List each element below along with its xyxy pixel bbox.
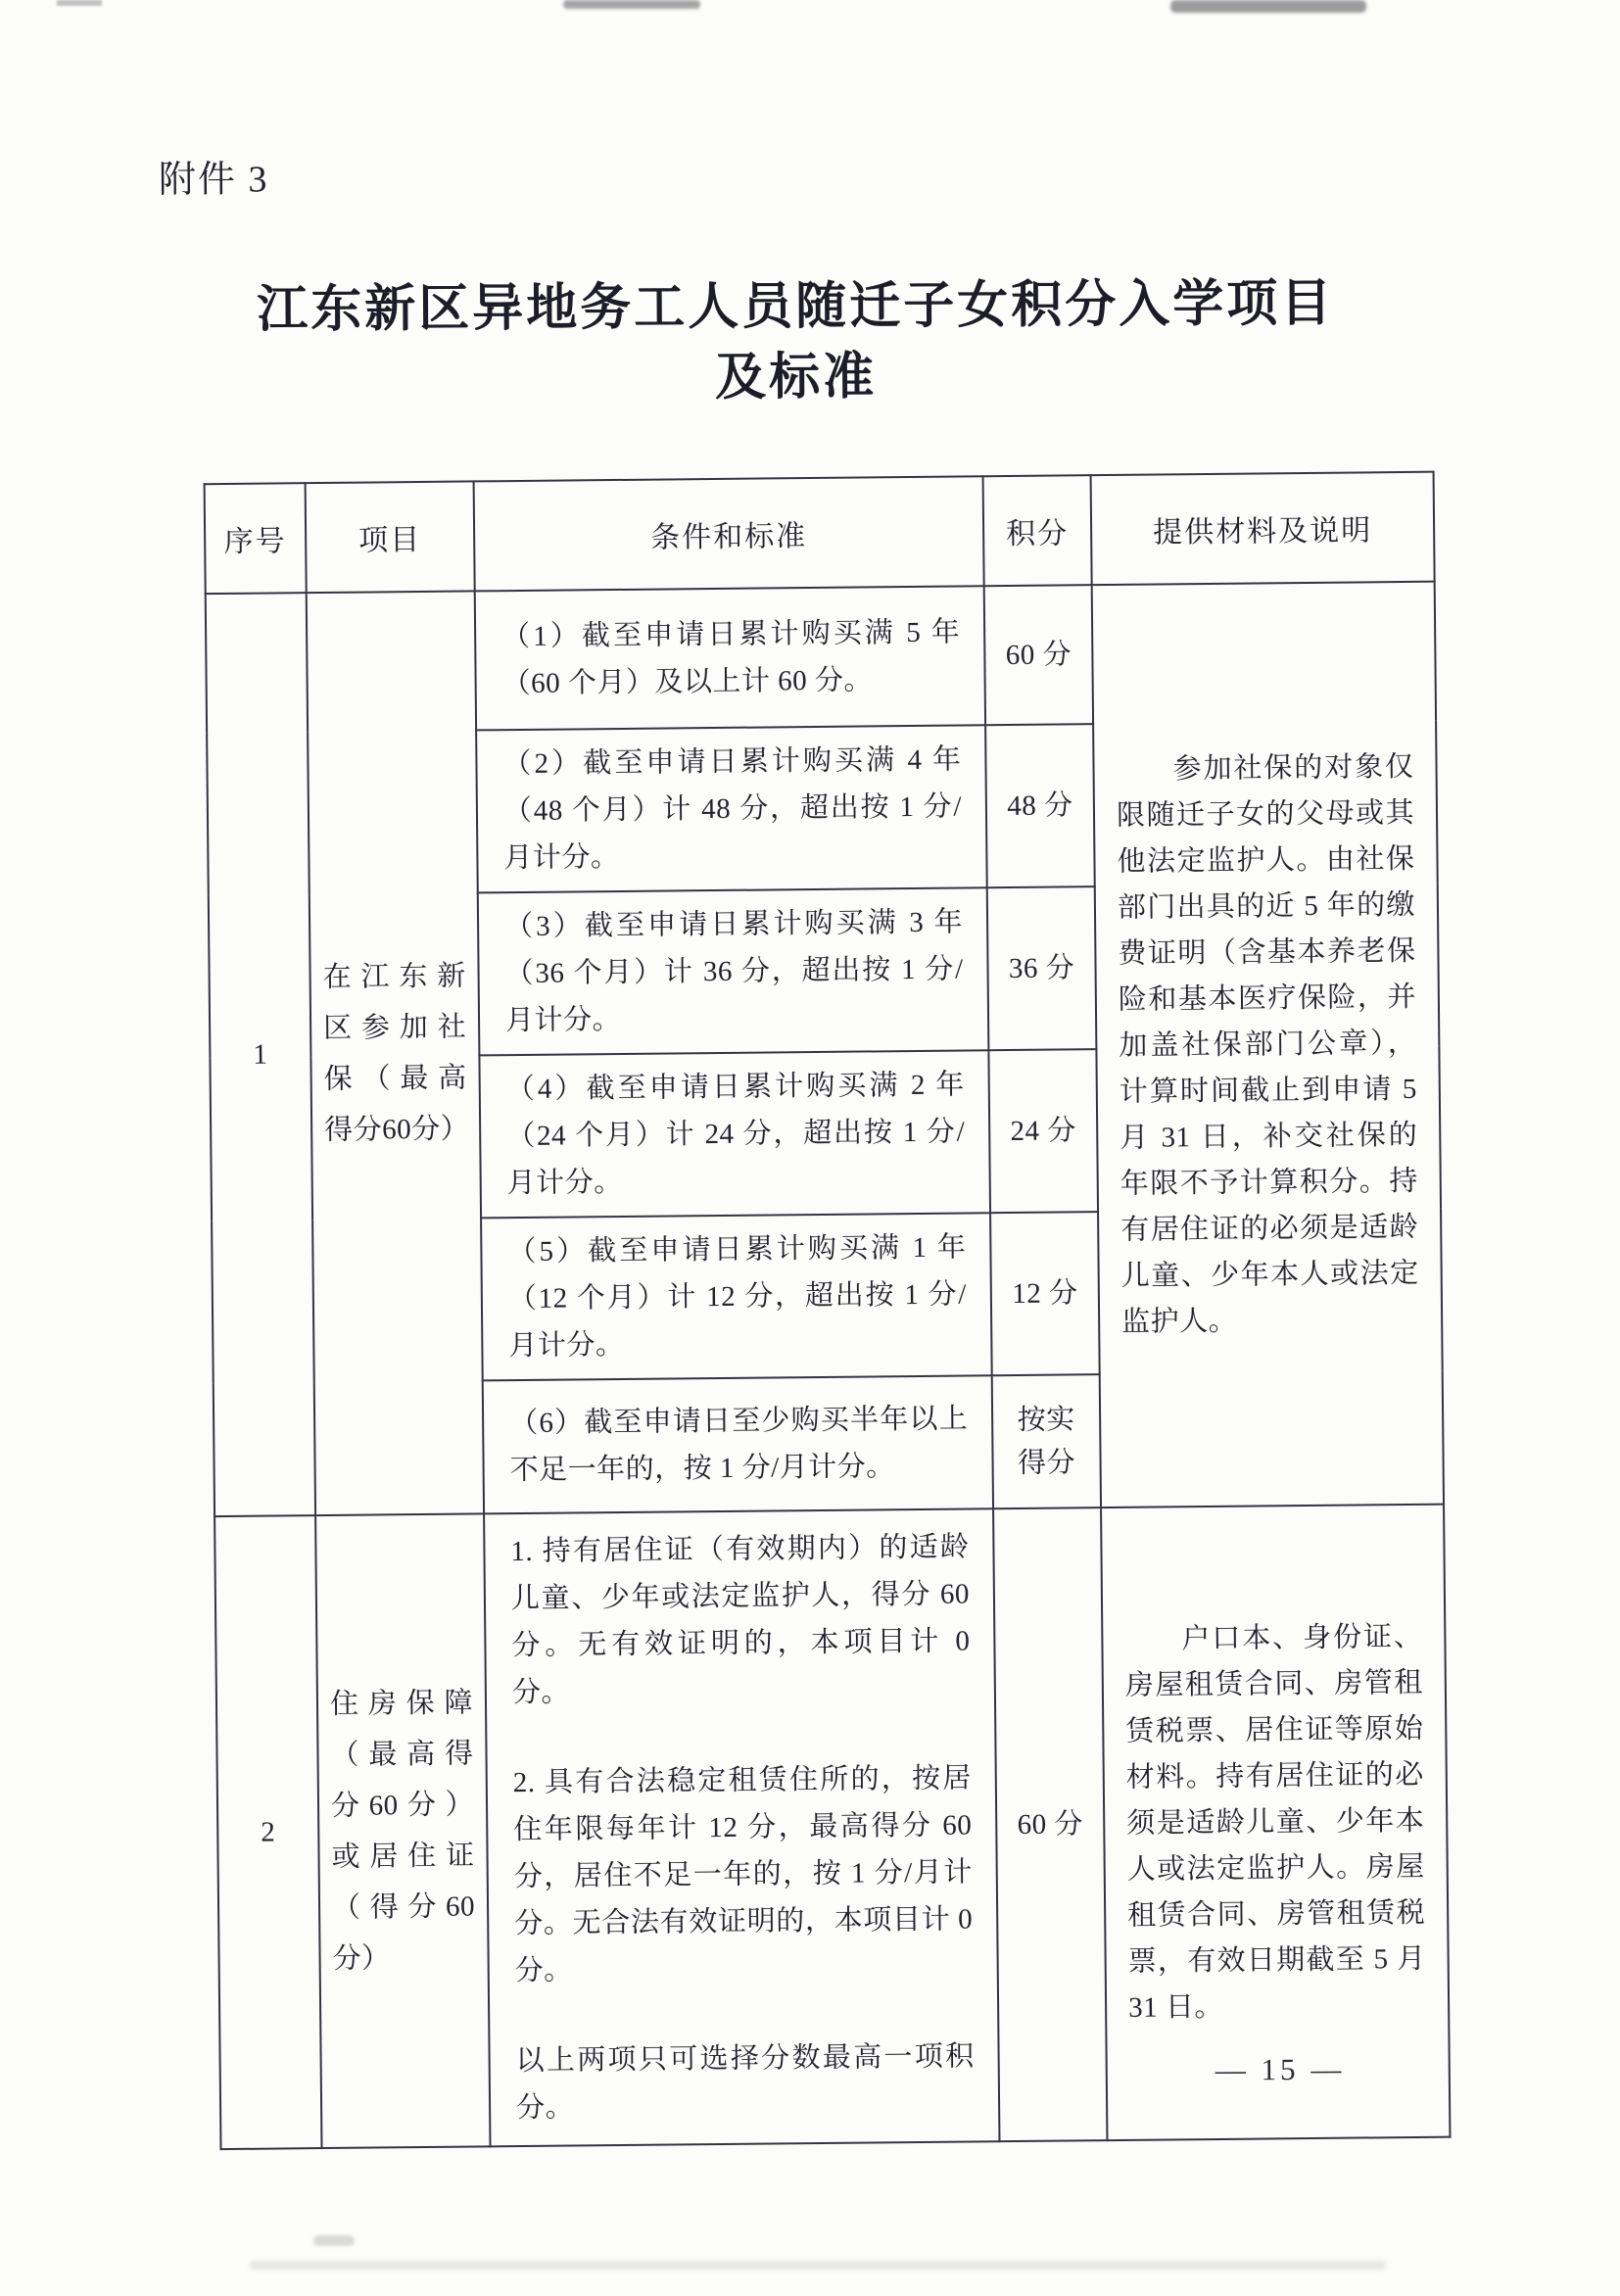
document-title-line2: 及标准 — [715, 349, 878, 407]
row2-points: 60 分 — [993, 1507, 1107, 2141]
row1-points-5: 12 分 — [990, 1212, 1100, 1375]
header-serial-number: 序号 — [205, 483, 307, 594]
row1-points-6: 按实得分 — [992, 1374, 1101, 1508]
row1-materials-text: 参加社保的对象仅限随迁子女的父母或其他法定监护人。由社保部门出具的近 5 年的缴费证明（含基本养老保险和基本医疗保险，并加盖社保部门公章），计算时间截止到申请 5 月 31 日，补交社保的年限不予计算积分。持有居住证的必须是适龄儿童、少年本人或法定监护人。 — [1116, 750, 1419, 1338]
table-header-row — [205, 472, 1435, 594]
header-item: 项目 — [306, 481, 475, 593]
row2-condition-3: 以上两项只可选择分数最高一项积分。 — [515, 2040, 975, 2125]
row1-item: 在江东新区参加社保（最高得分60分） — [307, 591, 484, 1515]
row2-condition-1: 1. 持有居住证（有效期内）的适龄儿童、少年或法定监护人，得分 60 分。无有效证明的，本项目计 0 分。 — [510, 1531, 971, 1709]
row2-item: 住房保障（最高得分60分）或居住证（得分60分） — [315, 1513, 490, 2148]
row2-materials-text: 户口本、身份证、房屋租赁合同、房管租赁税票、居住证等原始材料。持有居住证的必须是适龄儿童、少年本人或法定监护人。房屋租赁合同、房管租赁税票，有效日期截至 5 月 31 日。 — [1124, 1620, 1426, 2024]
row1-condition-2: （2）截至申请日累计购买满 4 年（48 个月）计 48 分，超出按 1 分/月计分。 — [476, 725, 987, 892]
page-number: — 15 — — [1215, 2051, 1346, 2087]
row1-condition-1: （1）截至申请日累计购买满 5 年（60 个月）及以上计 60 分。 — [475, 586, 985, 730]
row1-condition-4: （4）截至申请日累计购买满 2 年（24 个月）计 24 分，超出按 1 分/月计分。 — [479, 1050, 990, 1218]
attachment-label: 附件 3 — [158, 159, 269, 202]
row2-condition-2: 2. 具有合法稳定租赁住所的，按居住年限每年计 12 分，最高得分 60 分，居住不足一年的，按 1 分/月计分。无合法有效证明的，本项目计 0 分。 — [512, 1762, 974, 1987]
row1-serial-number: 1 — [206, 593, 315, 1516]
row1-materials — [1092, 582, 1444, 1507]
row2-conditions — [484, 1508, 999, 2146]
points-criteria-table — [204, 471, 1452, 2150]
row1-points-1: 60 分 — [984, 585, 1093, 725]
row1-condition-6: （6）截至申请日至少购买半年以上不足一年的，按 1 分/月计分。 — [483, 1375, 993, 1513]
document-title-line1: 江东新区异地务工人员随迁子女积分入学项目 — [257, 275, 1335, 339]
header-conditions: 条件和标准 — [474, 476, 984, 591]
header-points: 积分 — [983, 475, 1092, 586]
row1-points-3: 36 分 — [987, 886, 1097, 1050]
header-materials: 提供材料及说明 — [1091, 472, 1435, 585]
row1-points-2: 48 分 — [985, 724, 1095, 887]
document-title — [181, 268, 1411, 417]
row2-materials — [1101, 1505, 1450, 2140]
table-row — [206, 582, 1436, 733]
row1-condition-3: （3）截至申请日累计购买满 3 年（36 个月）计 36 分，超出按 1 分/月计分。 — [478, 887, 989, 1055]
row2-serial-number: 2 — [214, 1515, 321, 2149]
row1-condition-5: （5）截至申请日累计购买满 1 年（12 个月）计 12 分，超出按 1 分/月计分。 — [481, 1213, 992, 1380]
row1-points-4: 24 分 — [988, 1049, 1098, 1213]
